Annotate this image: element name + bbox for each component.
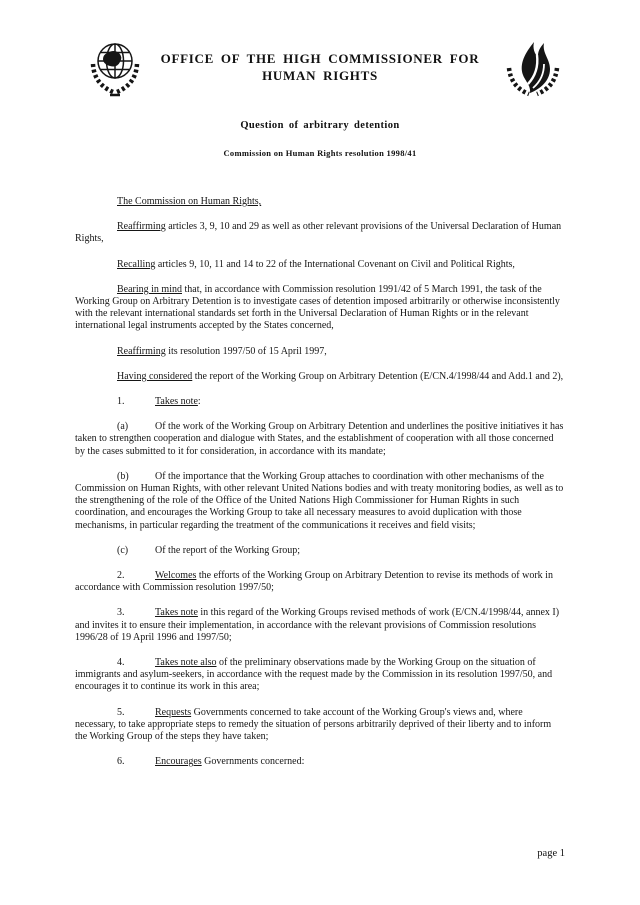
paragraph-text: in this regard of the Working Groups revised methods of work (E/CN.4/1998/44, annex I) and invites it to ensure their implementation, in accordance with the relevant provisions of Commission resolutions 1996/28 of 19 April 1996 and 1997/50; — [75, 607, 560, 643]
paragraph — [75, 221, 565, 245]
document-subtitle: Question of arbitrary detention — [240, 120, 400, 131]
paragraph-lead: Having considered — [117, 370, 193, 382]
paragraph-marker: (a) — [117, 421, 129, 433]
paragraph — [75, 196, 565, 208]
paragraph-marker: 3. — [117, 607, 125, 619]
paragraph — [75, 371, 565, 383]
paragraph-text: articles 9, 10, 11 and 14 to 22 of the International Covenant on Civil and Political Rights, — [155, 258, 515, 270]
paragraph — [75, 570, 565, 594]
paragraph-text: the report of the Working Group on Arbitrary Detention (E/CN.4/1998/44 and Add.1 and 2), — [192, 370, 564, 382]
paragraph-text: Of the importance that the Working Group attaches to coordination with other mechanisms of the Commission on Human Rights, with other relevant United Nations bodies and with treaty monitoring bodies, as well as to the strengthening of the role of the Office of the United Nations High Commissioner for Human Rights in such coordination, and encourages the Working Group to take all necessary measures to avoid duplication with those mechanisms, in particular regarding the treatment of the communications it receives and field visits; — [75, 470, 564, 531]
paragraph-lead: Bearing in mind — [117, 283, 182, 295]
page-number: page 1 — [537, 848, 565, 859]
paragraph-text: that, in accordance with Commission resolution 1991/42 of 5 March 1991, the task of the Working Group on Arbitrary Detention is to investigate cases of detention imposed arbitrarily or otherwise inconsistently with the relevant international standards set forth in the Universal Declaration of Human Rights or in the relevant international legal instruments accepted by the States concerned, — [75, 283, 560, 332]
paragraph-text: the efforts of the Working Group on Arbitrary Detention to revise its methods of work in accordance with Commission resolution 1997/50; — [75, 570, 553, 594]
paragraph-marker: 1. — [117, 396, 125, 408]
paragraph — [75, 607, 565, 644]
paragraph — [75, 657, 565, 694]
paragraph — [75, 396, 565, 408]
paragraph-marker: 2. — [117, 570, 125, 582]
paragraph-lead: Takes note — [155, 396, 198, 408]
paragraph-marker: (b) — [117, 470, 129, 482]
paragraph-text: Governments concerned to take account of the Working Group's views and, where necessary, to take appropriate steps to remedy the situation of persons arbitrarily deprived of their liberty and to inform the Working Group of the steps they have taken; — [75, 706, 552, 743]
paragraph — [75, 471, 565, 532]
paragraph — [75, 756, 565, 768]
paragraph-text: : — [197, 396, 201, 408]
paragraph-lead: The Commission on Human Rights, — [117, 196, 262, 207]
ohchr-flame-icon — [504, 40, 562, 105]
paragraph-text: of the preliminary observations made by the Working Group on the situation of immigrants and asylum-seekers, in accordance with the request made by the Commission in its resolution 1997/50, and encourages it to continue its work in this area; — [75, 657, 553, 693]
paragraph — [75, 421, 565, 458]
paragraph-lead: Reaffirming — [117, 221, 166, 233]
paragraph-marker: (c) — [117, 544, 129, 556]
paragraph-lead: Welcomes — [155, 570, 197, 582]
paragraph-lead: Requests — [155, 706, 192, 718]
paragraph-lead: Takes note — [155, 607, 198, 619]
paragraph-text: its resolution 1997/50 of 15 April 1997, — [165, 345, 327, 357]
paragraph-text: articles 3, 9, 10 and 29 as well as other relevant provisions of the Universal Declaration of Human Rights, — [75, 221, 562, 245]
document-title-line2: HUMAN RIGHTS — [262, 68, 378, 83]
paragraph — [75, 707, 565, 744]
paragraph-lead: Takes note also — [155, 657, 217, 669]
paragraph-lead: Encourages — [155, 756, 202, 768]
paragraph — [75, 545, 565, 557]
paragraph-text: Of the report of the Working Group; — [155, 544, 301, 556]
resolution-caption: Commission on Human Rights resolution 1998/41 — [223, 148, 417, 158]
document-body — [75, 196, 565, 782]
document-title — [155, 50, 485, 84]
paragraph — [75, 346, 565, 358]
paragraph-text: Of the work of the Working Group on Arbitrary Detention and underlines the positive initiatives it has taken to strengthen cooperation and dialogue with States, and the establishment of cooperation with all those concerned by the cases submitted to it for consideration, in accordance with its mandate; — [75, 421, 564, 457]
paragraph-marker: 4. — [117, 657, 125, 669]
paragraph-lead: Recalling — [117, 258, 156, 270]
document-title-line1: OFFICE OF THE HIGH COMMISSIONER FOR — [160, 51, 480, 66]
paragraph-marker: 6. — [117, 756, 125, 768]
paragraph-lead: Reaffirming — [117, 345, 166, 357]
paragraph-text: Governments concerned: — [201, 756, 305, 768]
paragraph-marker: 5. — [117, 706, 125, 718]
paragraph — [75, 259, 565, 271]
un-emblem-icon — [84, 36, 146, 105]
paragraph — [75, 284, 565, 333]
